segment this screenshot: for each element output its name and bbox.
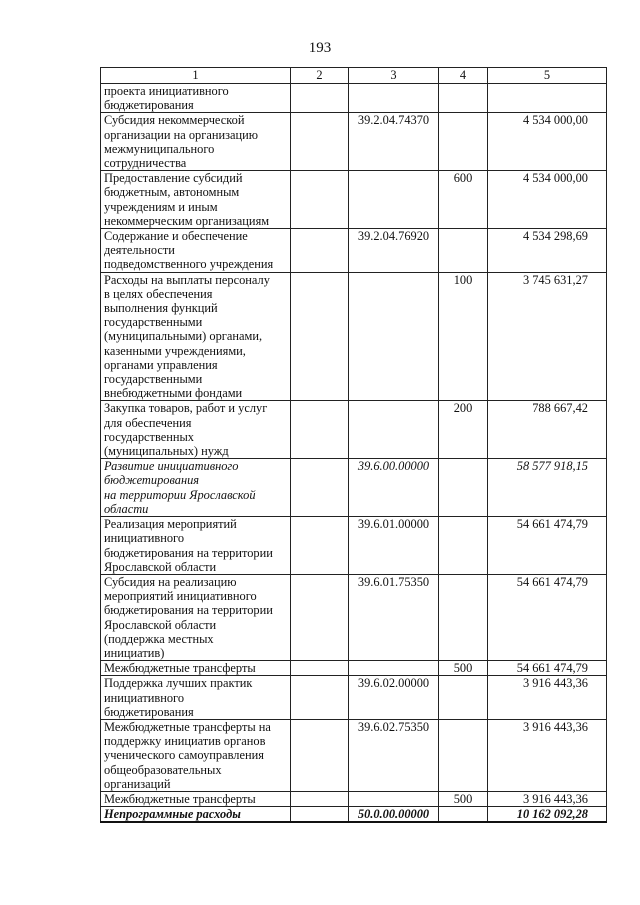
- row-code: 39.6.02.00000: [349, 676, 439, 720]
- row-column-2: [291, 807, 349, 823]
- row-column-2: [291, 719, 349, 791]
- row-expense-type: [439, 229, 488, 273]
- column-header-2: 2: [291, 68, 349, 84]
- table-row: [101, 171, 607, 229]
- table-row: [101, 113, 607, 171]
- column-header-4: 4: [439, 68, 488, 84]
- table-row: [101, 807, 607, 823]
- header-row: [101, 68, 607, 84]
- row-amount: 4 534 298,69: [488, 229, 607, 273]
- row-code: 39.2.04.74370: [349, 113, 439, 171]
- page-number: 193: [308, 40, 332, 56]
- row-code: [349, 84, 439, 113]
- row-code: [349, 401, 439, 459]
- row-code: [349, 661, 439, 676]
- row-column-2: [291, 661, 349, 676]
- row-description: Межбюджетные трансферты на поддержку инициатив органов ученического самоуправления общеобразовательных организаций: [101, 719, 291, 791]
- row-column-2: [291, 229, 349, 273]
- row-column-2: [291, 574, 349, 660]
- row-expense-type: [439, 676, 488, 720]
- row-amount: 4 534 000,00: [488, 113, 607, 171]
- row-amount: 54 661 474,79: [488, 574, 607, 660]
- row-amount: 3 916 443,36: [488, 676, 607, 720]
- row-code: [349, 171, 439, 229]
- row-column-2: [291, 171, 349, 229]
- row-description: проекта инициативного бюджетирования: [101, 84, 291, 113]
- row-expense-type: [439, 719, 488, 791]
- row-description: Развитие инициативного бюджетирования на территории Ярославской области: [101, 459, 291, 517]
- row-amount: 3 916 443,36: [488, 791, 607, 806]
- row-column-2: [291, 113, 349, 171]
- row-code: 39.6.02.75350: [349, 719, 439, 791]
- row-amount: 54 661 474,79: [488, 517, 607, 575]
- row-expense-type: [439, 84, 488, 113]
- table-row: [101, 459, 607, 517]
- row-description: Содержание и обеспечение деятельности подведомственного учреждения: [101, 229, 291, 273]
- row-column-2: [291, 791, 349, 806]
- row-description: Межбюджетные трансферты: [101, 791, 291, 806]
- table-row: [101, 401, 607, 459]
- row-description: Закупка товаров, работ и услуг для обеспечения государственных (муниципальных) нужд: [101, 401, 291, 459]
- budget-table: [100, 67, 607, 823]
- table-row: [101, 272, 607, 401]
- row-expense-type: 200: [439, 401, 488, 459]
- row-amount: 58 577 918,15: [488, 459, 607, 517]
- row-code: 39.6.00.00000: [349, 459, 439, 517]
- row-amount: 788 667,42: [488, 401, 607, 459]
- row-description: Непрограммные расходы: [101, 807, 291, 823]
- column-header-1: 1: [101, 68, 291, 84]
- row-code: 39.2.04.76920: [349, 229, 439, 273]
- row-amount: [488, 84, 607, 113]
- row-expense-type: [439, 517, 488, 575]
- row-code: 39.6.01.75350: [349, 574, 439, 660]
- row-description: Расходы на выплаты персоналу в целях обеспечения выполнения функций государственными (муниципальными) органами, казенными учреждениями, органами управления государственными внебюджетными фондами: [101, 272, 291, 401]
- row-description: Межбюджетные трансферты: [101, 661, 291, 676]
- row-description: Предоставление субсидий бюджетным, автономным учреждениям и иным некоммерческим организациям: [101, 171, 291, 229]
- row-expense-type: [439, 807, 488, 823]
- row-column-2: [291, 676, 349, 720]
- row-column-2: [291, 459, 349, 517]
- row-amount: 54 661 474,79: [488, 661, 607, 676]
- row-description: Субсидия на реализацию мероприятий инициативного бюджетирования на территории Ярославской области (поддержка местных инициатив): [101, 574, 291, 660]
- row-code: [349, 272, 439, 401]
- row-column-2: [291, 517, 349, 575]
- row-expense-type: [439, 574, 488, 660]
- row-description: Поддержка лучших практик инициативного бюджетирования: [101, 676, 291, 720]
- row-column-2: [291, 401, 349, 459]
- table-row: [101, 517, 607, 575]
- row-expense-type: [439, 459, 488, 517]
- table-row: [101, 574, 607, 660]
- row-column-2: [291, 272, 349, 401]
- row-expense-type: [439, 113, 488, 171]
- row-description: Реализация мероприятий инициативного бюджетирования на территории Ярославской области: [101, 517, 291, 575]
- row-code: [349, 791, 439, 806]
- table-row: [101, 676, 607, 720]
- table-row: [101, 84, 607, 113]
- row-expense-type: 500: [439, 791, 488, 806]
- row-amount: 3 745 631,27: [488, 272, 607, 401]
- table-row: [101, 229, 607, 273]
- row-expense-type: 600: [439, 171, 488, 229]
- row-column-2: [291, 84, 349, 113]
- column-header-5: 5: [488, 68, 607, 84]
- row-amount: 3 916 443,36: [488, 719, 607, 791]
- row-expense-type: 500: [439, 661, 488, 676]
- row-description: Субсидия некоммерческой организации на организацию межмуниципального сотрудничества: [101, 113, 291, 171]
- row-expense-type: 100: [439, 272, 488, 401]
- table-body: [101, 84, 607, 823]
- column-header-3: 3: [349, 68, 439, 84]
- table-row: [101, 661, 607, 676]
- table-row: [101, 791, 607, 806]
- row-amount: 4 534 000,00: [488, 171, 607, 229]
- row-code: 50.0.00.00000: [349, 807, 439, 823]
- table-row: [101, 719, 607, 791]
- row-code: 39.6.01.00000: [349, 517, 439, 575]
- row-amount: 10 162 092,28: [488, 807, 607, 823]
